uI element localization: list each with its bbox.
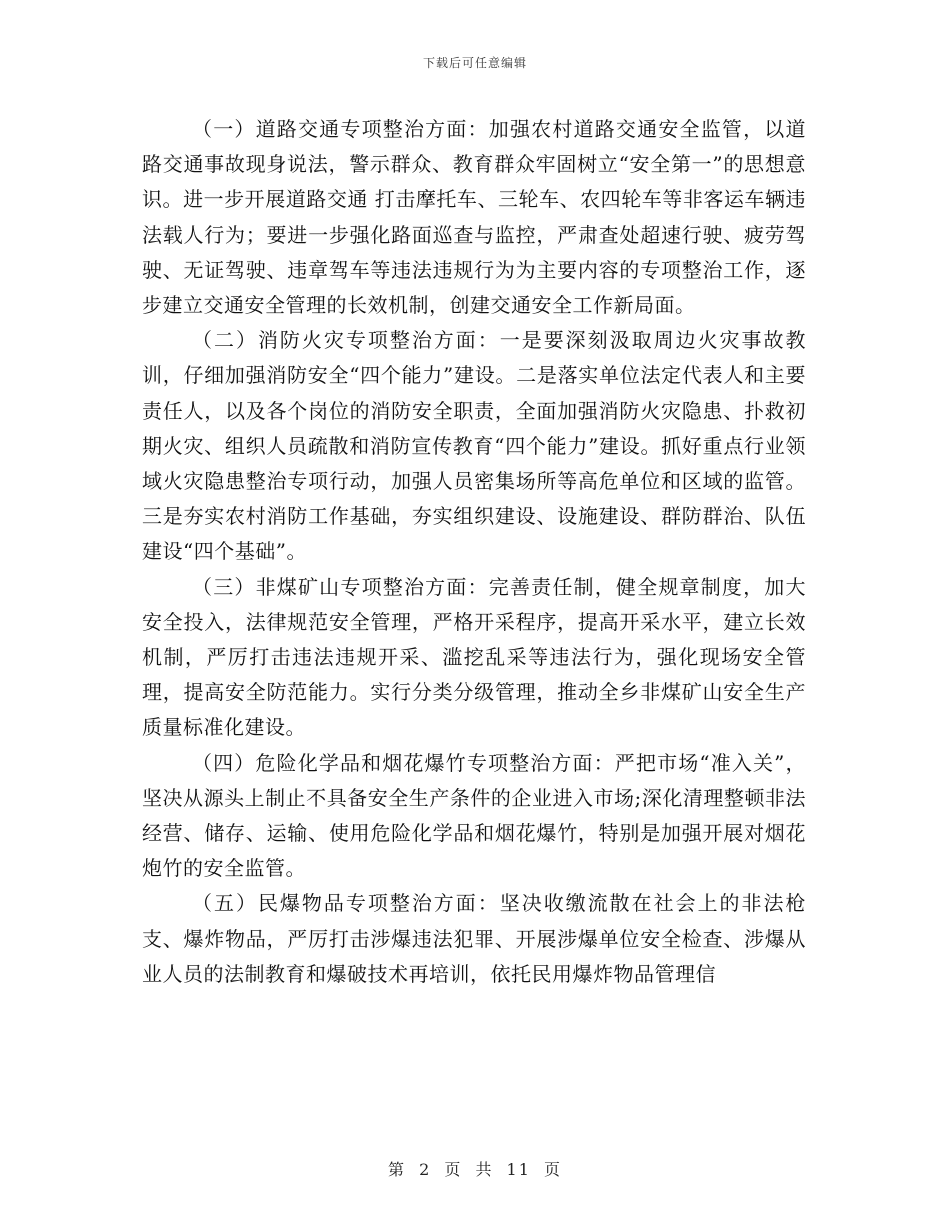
paragraph-road-traffic: （一）道路交通专项整治方面：加强农村道路交通安全监管，以道路交通事故现身说法，警示群众、教育群众牢固树立“安全第一”的思想意识。进一步开展道路交通 打击摩托车、三轮车、农四轮车等非客运车辆违法载人行为；要进一步强化路面巡查与监控，严肃查处超速行驶、疲劳驾驶、无证驾驶、违章驾车等违法违规行为为主要内容的专项整治工作，逐步建立交通安全管理的长效机制，创建交通安全工作新局面。 [142,117,806,318]
document-body [142,112,806,992]
paragraph-hazardous-chemicals: （四）危险化学品和烟花爆竹专项整治方面：严把市场“准入关”，坚决从源头上制止不具备安全生产条件的企业进入市场;深化清理整顿非法经营、储存、运输、使用危险化学品和烟花爆竹，特别是加强开展对烟花炮竹的安全监管。 [142,750,806,881]
page-number-footer: 第 2 页 共 11 页 [388,1160,562,1179]
paragraph-fire-safety: （二）消防火灾专项整治方面：一是要深刻汲取周边火灾事故教训，仔细加强消防安全“四个能力”建设。二是落实单位法定代表人和主要责任人，以及各个岗位的消防安全职责，全面加强消防火灾隐患、扑救初期火灾、组织人员疏散和消防宣传教育“四个能力”建设。抓好重点行业领域火灾隐患整治专项行动，加强人员密集场所等高危单位和区域的监管。三是夯实农村消防工作基础，夯实组织建设、设施建设、群防群治、队伍建设“四个基础”。 [142,328,806,564]
paragraph-civil-explosives: （五）民爆物品专项整治方面：坚决收缴流散在社会上的非法枪支、爆炸物品，严厉打击涉爆违法犯罪、开展涉爆单位安全检查、涉爆从业人员的法制教育和爆破技术再培训，依托民用爆炸物品管理信 [142,891,806,986]
page-header: 下载后可任意编辑 [422,56,527,70]
paragraph-non-coal-mines: （三）非煤矿山专项整治方面：完善责任制，健全规章制度，加大安全投入，法律规范安全管理，严格开采程序，提高开采水平，建立长效机制，严厉打击违法违规开采、滥挖乱采等违法行为，强化现场安全管理，提高安全防范能力。实行分类分级管理，推动全乡非煤矿山安全生产质量标准化建设。 [142,574,806,740]
